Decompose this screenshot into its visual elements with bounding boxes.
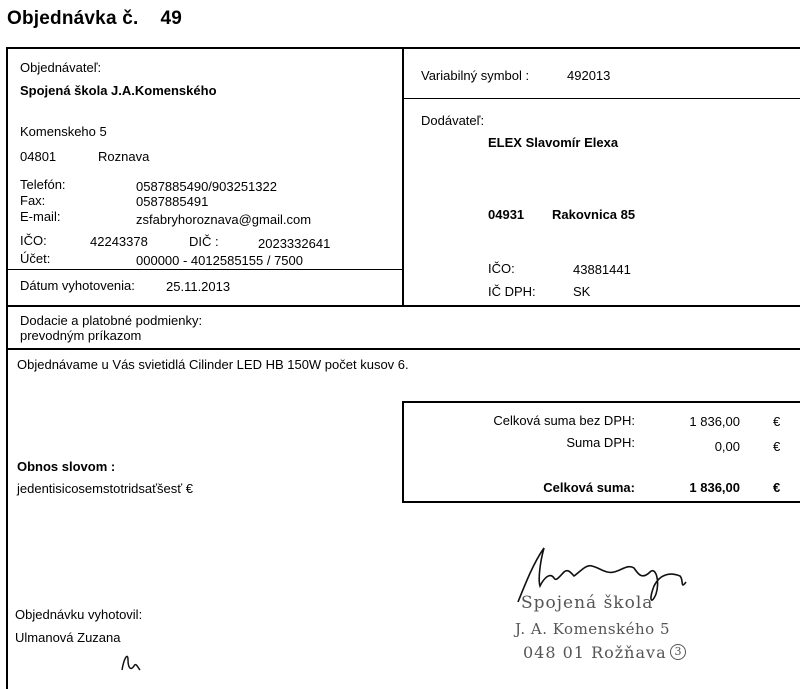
variable-symbol-label: Variabilný symbol :: [421, 68, 530, 83]
net-label: Celková suma bez DPH:: [493, 413, 635, 428]
page-title: [7, 8, 182, 30]
date-label: Dátum vyhotovenia:: [20, 278, 135, 293]
initial-signature: [118, 646, 148, 676]
order-title-label: Objednávka č.: [7, 8, 139, 29]
buyer-ico-label: IČO:: [20, 233, 47, 248]
buyer-city: Roznava: [98, 149, 150, 164]
divider-terms: [8, 348, 800, 350]
issued-by-name: Ulmanová Zuzana: [15, 630, 121, 645]
stamp-line-2: J. A. Komenského 5: [515, 620, 671, 638]
amount-words-label: Obnos slovom :: [17, 459, 116, 474]
order-number: 49: [160, 8, 182, 29]
supplier-zip: 04931: [488, 207, 525, 222]
buyer-name: Spojená škola J.A.Komenského: [20, 83, 217, 98]
vat-currency: €: [773, 439, 781, 454]
stamp-line-3: 048 01 Rožňava: [523, 643, 667, 662]
phone-value: 0587885490/903251322: [136, 179, 277, 194]
divider-vs: [402, 98, 800, 99]
phone-label: Telefón:: [20, 177, 66, 192]
fax-value: 0587885491: [136, 194, 209, 209]
email-value: zsfabryhoroznava@gmail.com: [136, 212, 312, 227]
buyer-ico: 42243378: [90, 234, 148, 249]
divider-account: [8, 269, 402, 270]
variable-symbol-value: 492013: [567, 68, 611, 83]
school-stamp: [505, 535, 705, 675]
net-currency: €: [773, 414, 781, 429]
supplier-name: ELEX Slavomír Elexa: [488, 135, 619, 150]
supplier-icdph: SK: [573, 284, 591, 299]
supplier-ico: 43881441: [573, 262, 631, 277]
account-value: 000000 - 4012585155 / 7500: [136, 253, 303, 268]
supplier-heading: Dodávateľ:: [421, 113, 485, 128]
account-label: Účet:: [20, 251, 51, 266]
total-currency: €: [773, 480, 781, 495]
buyer-zip: 04801: [20, 149, 57, 164]
supplier-icdph-label: IČ DPH:: [488, 284, 536, 299]
vat-label: Suma DPH:: [566, 435, 635, 450]
order-description: Objednávame u Vás svietidlá Cilinder LED HB 150W počet kusov 6.: [17, 357, 409, 372]
amount-words-value: jedentisicosemstotridsaťšesť €: [17, 481, 193, 496]
buyer-street: Komenskeho 5: [20, 124, 107, 139]
supplier-street: Rakovnica 85: [552, 207, 636, 222]
total-label: Celková suma:: [543, 480, 635, 495]
terms-heading: Dodacie a platobné podmienky:: [20, 313, 203, 328]
issued-by-label: Objednávku vyhotovil:: [15, 607, 143, 622]
date-value: 25.11.2013: [166, 279, 231, 294]
buyer-dic-label: DIČ :: [189, 234, 219, 249]
email-label: E-mail:: [20, 209, 61, 224]
vat-value: 0,00: [714, 439, 740, 454]
terms-value: prevodným príkazom: [20, 328, 142, 343]
divider-date: [8, 305, 800, 307]
total-value: 1 836,00: [689, 480, 740, 495]
supplier-ico-label: IČO:: [488, 261, 515, 276]
net-value: 1 836,00: [689, 414, 740, 429]
stamp-line-1: Spojená škola: [521, 593, 654, 613]
buyer-heading: Objednávateľ:: [20, 60, 102, 75]
stamp-number: 3: [670, 644, 686, 660]
fax-label: Fax:: [20, 193, 46, 208]
column-divider: [402, 47, 404, 307]
buyer-dic: 2023332641: [258, 236, 331, 251]
